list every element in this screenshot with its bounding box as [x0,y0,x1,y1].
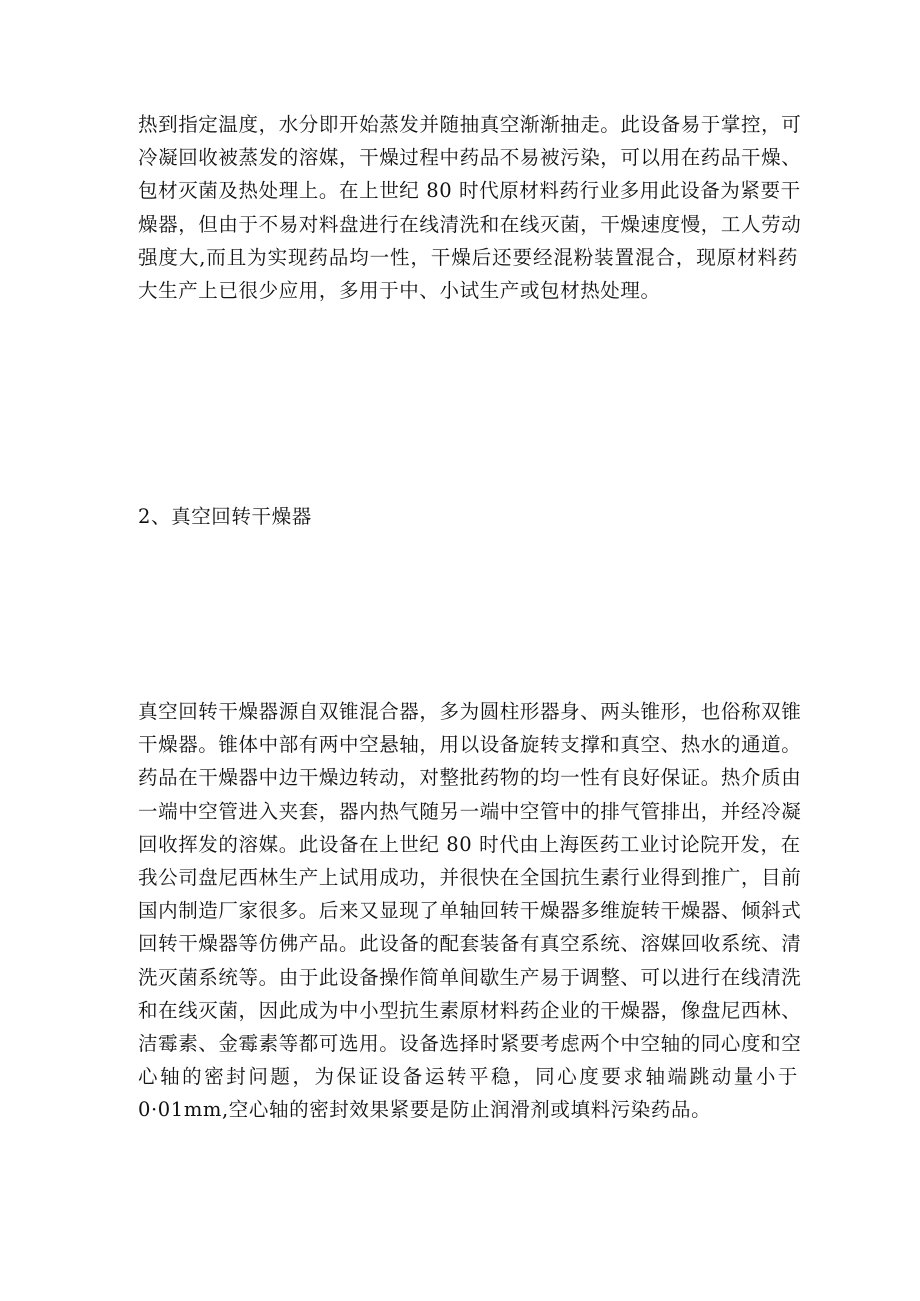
text-line: 洗灭菌系统等。由于此设备操作简单间歇生产易于调整、可以进行在线清洗 [138,965,802,989]
text-line: 洁霉素、金霉素等都可选用。设备选择时紧要考虑两个中空轴的同心度和空 [138,1031,802,1055]
paragraph-vacuum-rotary-dryer [138,695,802,1126]
section-heading: 2、真空回转干燥器 [138,505,312,528]
text-line: 国内制造厂家很多。后来又显现了单轴回转干燥器多维旋转干燥器、倾斜式 [138,899,802,923]
text-line: 包材灭菌及热处理上。在上世纪 80 时代原材料药行业多用此设备为紧要干 [138,179,801,203]
text-line: 真空回转干燥器源自双锥混合器，多为圆柱形器身、两头锥形，也俗称双锥 [138,700,802,723]
text-line: 热到指定温度，水分即开始蒸发并随抽真空渐渐抽走。此设备易于掌控，可 [138,113,802,136]
text-line: 冷凝回收被蒸发的溶媒，干燥过程中药品不易被污染，可以用在药品干燥、 [138,146,802,170]
text-line: 药品在干燥器中边干燥边转动，对整批药物的均一性有良好保证。热介质由 [138,766,802,790]
paragraph-vacuum-tray-dryer [138,108,802,307]
text-line: 和在线灭菌，因此成为中小型抗生素原材料药企业的干燥器，像盘尼西林、 [138,998,802,1022]
text-line: 回转干燥器等仿佛产品。此设备的配套装备有真空系统、溶媒回收系统、清 [138,932,802,956]
text-line: 一端中空管进入夹套，器内热气随另一端中空管中的排气管排出，并经冷凝 [138,799,802,823]
text-line: 干燥器。锥体中部有两中空悬轴，用以设备旋转支撑和真空、热水的通道。 [138,733,802,757]
text-line: 大生产上已很少应用，多用于中、小试生产或包材热处理。 [138,278,661,302]
text-line: 强度大,而且为实现药品均一性，干燥后还要经混粉装置混合，现原材料药 [138,245,798,269]
text-line: 我公司盘尼西林生产上试用成功，并很快在全国抗生素行业得到推广，目前 [138,865,802,889]
text-line: 回收挥发的溶媒。此设备在上世纪 80 时代由上海医药工业讨论院开发，在 [138,832,801,856]
text-line: 0·01mm,空心轴的密封效果紧要是防止润滑剂或填料污染药品。 [138,1098,712,1122]
text-line: 燥器，但由于不易对料盘进行在线清洗和在线灭菌，干燥速度慢，工人劳动 [138,212,802,236]
text-line: 心轴的密封问题，为保证设备运转平稳，同心度要求轴端跳动量小于 [138,1065,798,1089]
